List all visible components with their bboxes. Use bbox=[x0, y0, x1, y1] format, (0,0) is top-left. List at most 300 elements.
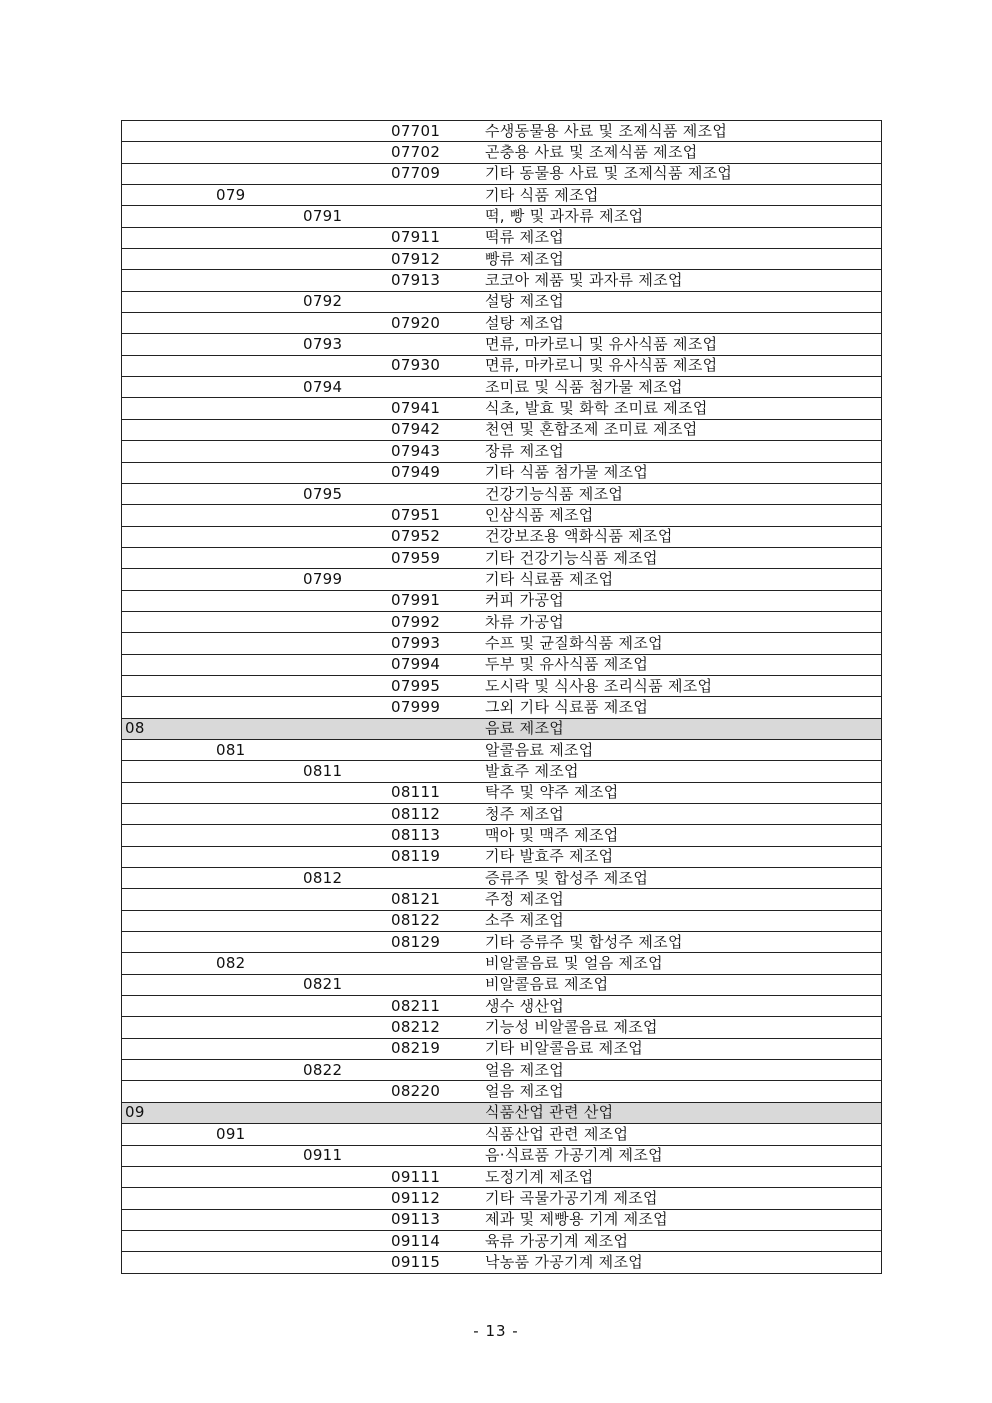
industry-name-cell: 그외 기타 식료품 제조업 bbox=[485, 697, 882, 718]
empty-cell bbox=[122, 1060, 217, 1081]
empty-cell bbox=[216, 313, 303, 334]
empty-cell bbox=[303, 1038, 391, 1059]
empty-cell bbox=[122, 291, 217, 312]
industry-name-cell: 비알콜음료 및 얼음 제조업 bbox=[485, 953, 882, 974]
empty-cell bbox=[122, 185, 217, 206]
table-row bbox=[122, 825, 882, 846]
industry-name-cell: 두부 및 유사식품 제조업 bbox=[485, 654, 882, 675]
empty-cell bbox=[216, 932, 303, 953]
industry-name-cell: 천연 및 혼합조제 조미료 제조업 bbox=[485, 419, 882, 440]
division-row bbox=[122, 718, 882, 739]
table-row bbox=[122, 739, 882, 760]
code-cell: 07952 bbox=[391, 526, 485, 547]
empty-cell bbox=[122, 1166, 217, 1187]
empty-cell bbox=[122, 377, 217, 398]
industry-name-cell: 발효주 제조업 bbox=[485, 761, 882, 782]
code-cell: 08121 bbox=[391, 889, 485, 910]
code-cell: 07999 bbox=[391, 697, 485, 718]
empty-cell bbox=[122, 163, 217, 184]
empty-cell bbox=[391, 1145, 485, 1166]
code-cell: 09113 bbox=[391, 1209, 485, 1230]
empty-cell bbox=[122, 249, 217, 270]
empty-cell bbox=[122, 419, 217, 440]
empty-cell bbox=[303, 185, 391, 206]
empty-cell bbox=[391, 206, 485, 227]
empty-cell bbox=[216, 889, 303, 910]
empty-cell bbox=[303, 910, 391, 931]
empty-cell bbox=[122, 761, 217, 782]
empty-cell bbox=[122, 121, 217, 142]
empty-cell bbox=[122, 654, 217, 675]
industry-name-cell: 기타 식품 제조업 bbox=[485, 185, 882, 206]
code-cell: 07959 bbox=[391, 547, 485, 568]
code-cell: 08211 bbox=[391, 996, 485, 1017]
empty-cell bbox=[303, 1188, 391, 1209]
empty-cell bbox=[216, 590, 303, 611]
industry-name-cell: 인삼식품 제조업 bbox=[485, 505, 882, 526]
industry-name-cell: 기능성 비알콜음료 제조업 bbox=[485, 1017, 882, 1038]
industry-name-cell: 청주 제조업 bbox=[485, 804, 882, 825]
industry-name-cell: 주정 제조업 bbox=[485, 889, 882, 910]
empty-cell bbox=[216, 654, 303, 675]
industry-name-cell: 조미료 및 식품 첨가물 제조업 bbox=[485, 377, 882, 398]
empty-cell bbox=[122, 611, 217, 632]
industry-name-cell: 차류 가공업 bbox=[485, 611, 882, 632]
code-cell: 08119 bbox=[391, 846, 485, 867]
industry-name-cell: 제과 및 제빵용 기계 제조업 bbox=[485, 1209, 882, 1230]
table-row bbox=[122, 291, 882, 312]
code-cell: 08111 bbox=[391, 782, 485, 803]
empty-cell bbox=[303, 825, 391, 846]
table-row bbox=[122, 1252, 882, 1273]
code-cell: 07992 bbox=[391, 611, 485, 632]
empty-cell bbox=[216, 761, 303, 782]
empty-cell bbox=[391, 868, 485, 889]
code-cell: 07913 bbox=[391, 270, 485, 291]
empty-cell bbox=[122, 206, 217, 227]
empty-cell bbox=[391, 1124, 485, 1145]
table-row bbox=[122, 526, 882, 547]
empty-cell bbox=[303, 846, 391, 867]
empty-cell bbox=[216, 505, 303, 526]
industry-name-cell: 도시락 및 식사용 조리식품 제조업 bbox=[485, 675, 882, 696]
industry-name-cell: 기타 비알콜음료 제조업 bbox=[485, 1038, 882, 1059]
code-cell: 07941 bbox=[391, 398, 485, 419]
industry-name-cell: 알콜음료 제조업 bbox=[485, 739, 882, 760]
table-row bbox=[122, 227, 882, 248]
table-row bbox=[122, 1145, 882, 1166]
code-cell: 08212 bbox=[391, 1017, 485, 1038]
empty-cell bbox=[122, 804, 217, 825]
empty-cell bbox=[216, 355, 303, 376]
table-row bbox=[122, 953, 882, 974]
empty-cell bbox=[391, 334, 485, 355]
empty-cell bbox=[303, 163, 391, 184]
table-row bbox=[122, 185, 882, 206]
industry-name-cell: 기타 동물용 사료 및 조제식품 제조업 bbox=[485, 163, 882, 184]
empty-cell bbox=[216, 441, 303, 462]
table-row bbox=[122, 547, 882, 568]
empty-cell bbox=[216, 1230, 303, 1251]
empty-cell bbox=[303, 398, 391, 419]
empty-cell bbox=[122, 483, 217, 504]
table-row bbox=[122, 377, 882, 398]
code-cell: 07702 bbox=[391, 142, 485, 163]
empty-cell bbox=[216, 868, 303, 889]
empty-cell bbox=[303, 1081, 391, 1102]
industry-code-table-body bbox=[122, 121, 882, 1274]
empty-cell bbox=[216, 1017, 303, 1038]
empty-cell bbox=[122, 633, 217, 654]
code-cell: 07930 bbox=[391, 355, 485, 376]
table-row bbox=[122, 569, 882, 590]
table-row bbox=[122, 633, 882, 654]
code-cell: 08219 bbox=[391, 1038, 485, 1059]
empty-cell bbox=[216, 163, 303, 184]
table-row bbox=[122, 910, 882, 931]
empty-cell bbox=[122, 1017, 217, 1038]
empty-cell bbox=[122, 1252, 217, 1273]
empty-cell bbox=[122, 142, 217, 163]
table-row bbox=[122, 1166, 882, 1187]
industry-name-cell: 기타 발효주 제조업 bbox=[485, 846, 882, 867]
industry-name-cell: 소주 제조업 bbox=[485, 910, 882, 931]
code-cell: 08113 bbox=[391, 825, 485, 846]
code-cell: 0821 bbox=[303, 974, 391, 995]
empty-cell bbox=[216, 398, 303, 419]
empty-cell bbox=[216, 825, 303, 846]
code-cell: 07994 bbox=[391, 654, 485, 675]
table-row bbox=[122, 441, 882, 462]
empty-cell bbox=[122, 1188, 217, 1209]
table-row bbox=[122, 163, 882, 184]
empty-cell bbox=[216, 547, 303, 568]
industry-name-cell: 낙농품 가공기계 제조업 bbox=[485, 1252, 882, 1273]
empty-cell bbox=[122, 675, 217, 696]
code-cell: 07701 bbox=[391, 121, 485, 142]
code-cell: 0793 bbox=[303, 334, 391, 355]
empty-cell bbox=[303, 590, 391, 611]
code-cell: 0911 bbox=[303, 1145, 391, 1166]
industry-name-cell: 맥아 및 맥주 제조업 bbox=[485, 825, 882, 846]
empty-cell bbox=[391, 953, 485, 974]
table-row bbox=[122, 611, 882, 632]
empty-cell bbox=[216, 1038, 303, 1059]
empty-cell bbox=[303, 697, 391, 718]
code-cell: 07943 bbox=[391, 441, 485, 462]
industry-name-cell: 곤충용 사료 및 조제식품 제조업 bbox=[485, 142, 882, 163]
empty-cell bbox=[391, 718, 485, 739]
empty-cell bbox=[391, 974, 485, 995]
code-cell: 0795 bbox=[303, 483, 391, 504]
code-cell: 082 bbox=[216, 953, 303, 974]
table-row bbox=[122, 355, 882, 376]
empty-cell bbox=[122, 505, 217, 526]
industry-name-cell: 설탕 제조업 bbox=[485, 313, 882, 334]
empty-cell bbox=[303, 739, 391, 760]
table-row bbox=[122, 419, 882, 440]
empty-cell bbox=[303, 1209, 391, 1230]
industry-name-cell: 비알콜음료 제조업 bbox=[485, 974, 882, 995]
empty-cell bbox=[122, 270, 217, 291]
empty-cell bbox=[122, 334, 217, 355]
table-row bbox=[122, 590, 882, 611]
industry-name-cell: 증류주 및 합성주 제조업 bbox=[485, 868, 882, 889]
industry-name-cell: 커피 가공업 bbox=[485, 590, 882, 611]
code-cell: 09 bbox=[122, 1102, 217, 1123]
empty-cell bbox=[303, 932, 391, 953]
empty-cell bbox=[303, 419, 391, 440]
empty-cell bbox=[303, 1017, 391, 1038]
table-row bbox=[122, 846, 882, 867]
empty-cell bbox=[303, 142, 391, 163]
empty-cell bbox=[216, 1209, 303, 1230]
industry-code-table bbox=[121, 120, 882, 1274]
table-row bbox=[122, 804, 882, 825]
industry-name-cell: 생수 생산업 bbox=[485, 996, 882, 1017]
code-cell: 08 bbox=[122, 718, 217, 739]
industry-name-cell: 장류 제조업 bbox=[485, 441, 882, 462]
code-cell: 0792 bbox=[303, 291, 391, 312]
empty-cell bbox=[122, 697, 217, 718]
table-row bbox=[122, 761, 882, 782]
code-cell: 08129 bbox=[391, 932, 485, 953]
empty-cell bbox=[216, 611, 303, 632]
table-row bbox=[122, 334, 882, 355]
empty-cell bbox=[122, 526, 217, 547]
empty-cell bbox=[122, 953, 217, 974]
code-cell: 07709 bbox=[391, 163, 485, 184]
page-number: - 13 - bbox=[473, 1322, 519, 1340]
empty-cell bbox=[122, 1124, 217, 1145]
code-cell: 079 bbox=[216, 185, 303, 206]
industry-name-cell: 탁주 및 약주 제조업 bbox=[485, 782, 882, 803]
table-row bbox=[122, 1124, 882, 1145]
empty-cell bbox=[391, 483, 485, 504]
industry-name-cell: 식초, 발효 및 화학 조미료 제조업 bbox=[485, 398, 882, 419]
empty-cell bbox=[216, 633, 303, 654]
division-row bbox=[122, 1102, 882, 1123]
empty-cell bbox=[122, 868, 217, 889]
code-cell: 08220 bbox=[391, 1081, 485, 1102]
industry-name-cell: 음료 제조업 bbox=[485, 718, 882, 739]
code-cell: 0822 bbox=[303, 1060, 391, 1081]
table-row bbox=[122, 675, 882, 696]
industry-name-cell: 육류 가공기계 제조업 bbox=[485, 1230, 882, 1251]
empty-cell bbox=[122, 547, 217, 568]
empty-cell bbox=[303, 953, 391, 974]
table-row bbox=[122, 270, 882, 291]
table-row bbox=[122, 697, 882, 718]
empty-cell bbox=[303, 227, 391, 248]
table-row bbox=[122, 1188, 882, 1209]
empty-cell bbox=[122, 227, 217, 248]
empty-cell bbox=[216, 249, 303, 270]
table-row bbox=[122, 996, 882, 1017]
empty-cell bbox=[122, 846, 217, 867]
code-cell: 08112 bbox=[391, 804, 485, 825]
empty-cell bbox=[216, 526, 303, 547]
industry-name-cell: 식품산업 관련 산업 bbox=[485, 1102, 882, 1123]
empty-cell bbox=[122, 1081, 217, 1102]
empty-cell bbox=[303, 996, 391, 1017]
empty-cell bbox=[303, 1166, 391, 1187]
empty-cell bbox=[122, 313, 217, 334]
empty-cell bbox=[216, 675, 303, 696]
empty-cell bbox=[216, 1081, 303, 1102]
industry-name-cell: 얼음 제조업 bbox=[485, 1081, 882, 1102]
empty-cell bbox=[303, 462, 391, 483]
code-cell: 07991 bbox=[391, 590, 485, 611]
empty-cell bbox=[303, 526, 391, 547]
industry-name-cell: 기타 건강기능식품 제조업 bbox=[485, 547, 882, 568]
industry-name-cell: 떡, 빵 및 과자류 제조업 bbox=[485, 206, 882, 227]
empty-cell bbox=[303, 611, 391, 632]
empty-cell bbox=[303, 249, 391, 270]
table-row bbox=[122, 932, 882, 953]
empty-cell bbox=[122, 782, 217, 803]
table-row bbox=[122, 505, 882, 526]
code-cell: 07942 bbox=[391, 419, 485, 440]
code-cell: 09111 bbox=[391, 1166, 485, 1187]
empty-cell bbox=[122, 1038, 217, 1059]
industry-name-cell: 기타 곡물가공기계 제조업 bbox=[485, 1188, 882, 1209]
code-cell: 0812 bbox=[303, 868, 391, 889]
empty-cell bbox=[303, 1102, 391, 1123]
empty-cell bbox=[391, 569, 485, 590]
empty-cell bbox=[216, 462, 303, 483]
table-row bbox=[122, 782, 882, 803]
empty-cell bbox=[303, 804, 391, 825]
empty-cell bbox=[391, 185, 485, 206]
empty-cell bbox=[391, 761, 485, 782]
industry-name-cell: 기타 증류주 및 합성주 제조업 bbox=[485, 932, 882, 953]
table-row bbox=[122, 1038, 882, 1059]
empty-cell bbox=[122, 355, 217, 376]
table-row bbox=[122, 121, 882, 142]
empty-cell bbox=[216, 782, 303, 803]
industry-name-cell: 음·식료품 가공기계 제조업 bbox=[485, 1145, 882, 1166]
empty-cell bbox=[391, 1060, 485, 1081]
industry-name-cell: 건강기능식품 제조업 bbox=[485, 483, 882, 504]
empty-cell bbox=[122, 739, 217, 760]
empty-cell bbox=[216, 227, 303, 248]
empty-cell bbox=[391, 291, 485, 312]
empty-cell bbox=[391, 377, 485, 398]
empty-cell bbox=[122, 569, 217, 590]
empty-cell bbox=[303, 1124, 391, 1145]
table-row bbox=[122, 483, 882, 504]
table-row bbox=[122, 1017, 882, 1038]
empty-cell bbox=[303, 547, 391, 568]
empty-cell bbox=[303, 121, 391, 142]
industry-name-cell: 떡류 제조업 bbox=[485, 227, 882, 248]
empty-cell bbox=[303, 441, 391, 462]
table-row bbox=[122, 1081, 882, 1102]
empty-cell bbox=[216, 1188, 303, 1209]
empty-cell bbox=[303, 675, 391, 696]
empty-cell bbox=[216, 910, 303, 931]
empty-cell bbox=[122, 1145, 217, 1166]
table-row bbox=[122, 1230, 882, 1251]
empty-cell bbox=[303, 1230, 391, 1251]
empty-cell bbox=[216, 121, 303, 142]
table-row bbox=[122, 1060, 882, 1081]
empty-cell bbox=[303, 270, 391, 291]
empty-cell bbox=[122, 910, 217, 931]
empty-cell bbox=[122, 825, 217, 846]
industry-name-cell: 코코아 제품 및 과자류 제조업 bbox=[485, 270, 882, 291]
empty-cell bbox=[303, 1252, 391, 1273]
empty-cell bbox=[216, 419, 303, 440]
empty-cell bbox=[216, 996, 303, 1017]
industry-name-cell: 식품산업 관련 제조업 bbox=[485, 1124, 882, 1145]
empty-cell bbox=[303, 654, 391, 675]
table-row bbox=[122, 868, 882, 889]
empty-cell bbox=[391, 739, 485, 760]
table-row bbox=[122, 313, 882, 334]
table-row bbox=[122, 206, 882, 227]
empty-cell bbox=[216, 270, 303, 291]
empty-cell bbox=[122, 1230, 217, 1251]
industry-name-cell: 수생동물용 사료 및 조제식품 제조업 bbox=[485, 121, 882, 142]
table-row bbox=[122, 974, 882, 995]
industry-name-cell: 면류, 마카로니 및 유사식품 제조업 bbox=[485, 334, 882, 355]
empty-cell bbox=[122, 441, 217, 462]
empty-cell bbox=[303, 889, 391, 910]
industry-name-cell: 빵류 제조업 bbox=[485, 249, 882, 270]
code-cell: 08122 bbox=[391, 910, 485, 931]
empty-cell bbox=[303, 313, 391, 334]
empty-cell bbox=[216, 697, 303, 718]
code-cell: 09115 bbox=[391, 1252, 485, 1273]
empty-cell bbox=[216, 483, 303, 504]
industry-name-cell: 얼음 제조업 bbox=[485, 1060, 882, 1081]
empty-cell bbox=[122, 462, 217, 483]
empty-cell bbox=[216, 334, 303, 355]
empty-cell bbox=[303, 355, 391, 376]
code-cell: 07993 bbox=[391, 633, 485, 654]
industry-name-cell: 면류, 마카로니 및 유사식품 제조업 bbox=[485, 355, 882, 376]
empty-cell bbox=[216, 291, 303, 312]
empty-cell bbox=[216, 377, 303, 398]
empty-cell bbox=[122, 1209, 217, 1230]
empty-cell bbox=[303, 633, 391, 654]
table-row bbox=[122, 462, 882, 483]
empty-cell bbox=[216, 1060, 303, 1081]
empty-cell bbox=[216, 206, 303, 227]
industry-name-cell: 수프 및 균질화식품 제조업 bbox=[485, 633, 882, 654]
code-cell: 07920 bbox=[391, 313, 485, 334]
industry-name-cell: 설탕 제조업 bbox=[485, 291, 882, 312]
empty-cell bbox=[391, 1102, 485, 1123]
code-cell: 0794 bbox=[303, 377, 391, 398]
table-row bbox=[122, 142, 882, 163]
empty-cell bbox=[216, 142, 303, 163]
empty-cell bbox=[122, 932, 217, 953]
empty-cell bbox=[303, 782, 391, 803]
code-cell: 09112 bbox=[391, 1188, 485, 1209]
empty-cell bbox=[216, 718, 303, 739]
empty-cell bbox=[303, 718, 391, 739]
table-row bbox=[122, 249, 882, 270]
code-cell: 07911 bbox=[391, 227, 485, 248]
empty-cell bbox=[216, 974, 303, 995]
code-cell: 07951 bbox=[391, 505, 485, 526]
code-cell: 091 bbox=[216, 1124, 303, 1145]
code-cell: 0811 bbox=[303, 761, 391, 782]
code-cell: 0799 bbox=[303, 569, 391, 590]
